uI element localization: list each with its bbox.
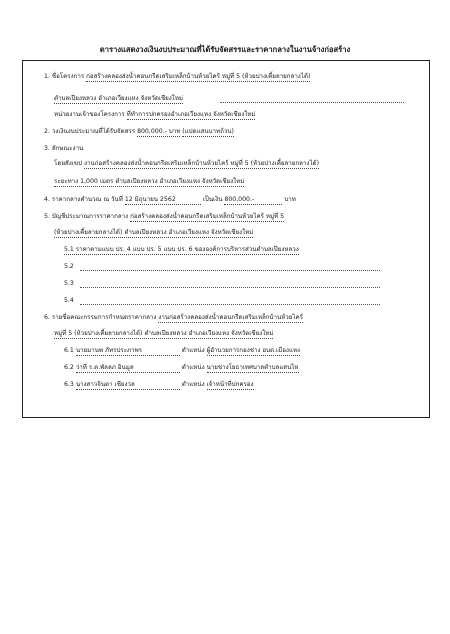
item5-line2: (ห้วยปางเคี้ยลายกลางได้) ตำบลเปียงหลวง อำเภอเวียงแหง จังหวัดเชียงใหม่ [54,229,254,236]
item5-sub2 [64,263,74,271]
item5-line1: ก่อสร้างคลองส่งน้ำคอนกรีตเสริมเหล็กบ้านห้วยไคร้ หมู่ที่ 5 [130,213,285,220]
item5-sub2-text: 5.2 [64,263,74,270]
member-name: นายมานพ ภัทรประภาพร [76,347,180,356]
item2-row [44,128,234,137]
item4-unit: บาท [284,196,296,203]
dotted-fill [220,95,404,103]
item3-row2 [54,160,319,169]
item4-number: 4. [44,196,50,203]
item3-line1: งานก่อสร้างคลองส่งน้ำคอนกรีตเสริมเหล็กบ้านห้วยไคร้ หมู่ที่ 5 (ห้วยปางเคี้ยลายกลางได้) [84,160,319,167]
item6-row2 [54,330,273,339]
item3-row1 [44,145,83,153]
item5-sub1 [64,246,299,255]
item5-sub4-text: 5.4 [64,297,74,304]
member-position-label: ตำแหน่ง [181,364,205,371]
item5-sub4 [64,297,74,305]
member-number: 6.2 [64,364,74,371]
item1-number: 1. [44,73,50,80]
item6-line1: งานก่อสร้างคลองส่งน้ำคอนกรีตเสริมเหล็กบ้านห้วยไคร้ [158,314,303,321]
item4-label: ราคากลางคำนวณ ณ วันที่ [51,196,123,203]
member-row [64,381,254,390]
member-position: เจ้าหน้าที่ปกครอง [206,381,254,388]
dotted-fill [80,297,380,305]
member-name: ว่าที่ ร.ต.พัลลภ อินมูล [76,364,180,373]
item1-agency: ที่ทำการปกครองอำเภอเวียงแหง จังหวัดเชียงใหม่ [126,111,256,118]
item3-line2: ระยะทาง 1,000 เมตร ตำบลเปียงหลวง อำเภอเวียงแหง จังหวัดเชียงใหม่ [54,178,245,185]
item1-row1 [44,73,310,82]
item2-label: วงเงินงบประมาณที่ได้รับจัดสรร [51,128,136,135]
member-position: ผู้อำนวยการกองช่าง อบต.เมืองแหง [206,347,301,354]
item5-row1 [44,213,284,222]
item5-row2 [54,229,253,238]
member-position: นายช่างโยธาเทศบาลตำบลแสนไห [206,364,299,371]
item5-number: 5. [44,213,50,220]
item3-number: 3. [44,145,50,152]
item6-row1 [44,314,303,323]
item1-row2 [54,95,183,104]
item1-location: ตำบลเปียงหลวง อำเภอเวียงแหง จังหวัดเชียงใหม่ [54,95,183,102]
item1-project: ก่อสร้างคลองส่งน้ำคอนกรีตเสริมเหล็กบ้านห้วยไคร้ หมู่ที่ 5 (ห้วยปางเคี้ยลายกลางได้) [86,73,311,80]
dotted-fill [80,280,380,288]
item5-label: บัญชีประมาณการราคากลาง [51,213,129,220]
member-number: 6.1 [64,347,74,354]
item2-note: (แปดแสนบาทถ้วน) [182,128,234,135]
dotted-fill [80,263,380,271]
item4-amount: 800,000.- [224,196,282,205]
item3-line1-label: โดยสังเขป [54,160,83,167]
member-row [64,364,299,373]
item6-label: รายชื่อคณะกรรมการกำหนดราคากลาง [51,314,157,321]
item2-amount: 800,000.- บาท [137,128,181,135]
member-position-label: ตำแหน่ง [181,347,205,354]
item3-label: ลักษณะงาน [51,145,84,152]
item4-amount-label: เป็นเงิน [202,196,223,203]
item2-number: 2. [44,128,50,135]
item1-label: ชื่อโครงการ [51,73,85,80]
member-name: นางสาวจินดา เชียงวล [76,381,180,390]
item4-date: 12 มิถุนายน 2562 [125,196,201,205]
item3-row3 [54,178,244,187]
page-title: ตารางแสดงวงเงินงบประมาณที่ได้รับจัดสรรและราคากลางในงานจ้างก่อสร้าง [99,45,351,54]
item5-sub1-text: 5.1 ราคาตามแบบ ปร. 4 แบบ ปร. 5 แบบ ปร. 6 ขององค์การบริหารส่วนตำบลเปียงหลวง [64,246,299,253]
member-position-label: ตำแหน่ง [181,381,205,388]
item1-agency-label: หน่วยงานเจ้าของโครงการ [54,111,125,118]
item4-row [44,196,296,205]
item5-sub3 [64,280,74,288]
item6-number: 6. [44,314,50,321]
item6-line2: หมู่ที่ 5 (ห้วยปางเคี้ยลายกลางได้) ตำบลเปียงหลวง อำเภอเวียงแหง จังหวัดเชียงใหม่ [54,330,274,337]
member-number: 6.3 [64,381,74,388]
member-row [64,347,300,356]
item1-row3 [54,111,255,120]
item5-sub3-text: 5.3 [64,280,74,287]
